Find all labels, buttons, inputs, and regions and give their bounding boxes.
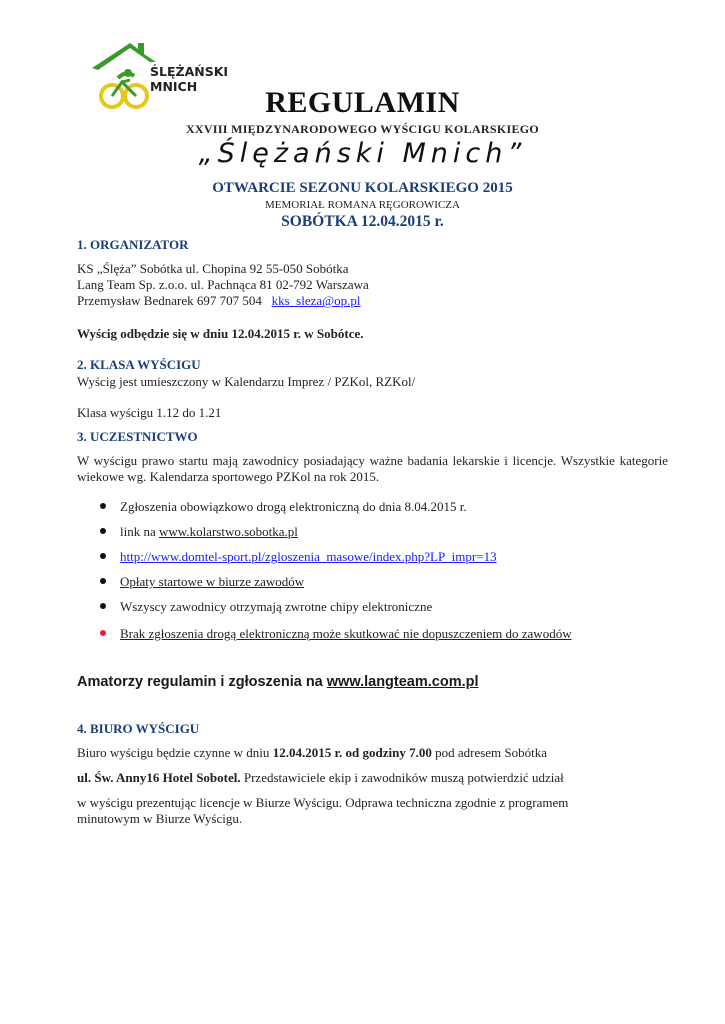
class-line-2: Klasa wyścigu 1.12 do 1.21 bbox=[77, 405, 222, 420]
bullet-icon bbox=[100, 603, 106, 609]
office-line-2: ul. Św. Anny16 Hotel Sobotel. Przedstawiciele ekip i zawodników muszą potwierdzić udział bbox=[77, 770, 564, 785]
section-4-heading: 4. BIURO WYŚCIGU bbox=[77, 721, 200, 736]
office-line-3: w wyścigu prezentując licencje w Biurze Wyścigu. Odprawa techniczna zgodnie z programem bbox=[77, 795, 569, 810]
langteam-link[interactable]: www.langteam.com.pl bbox=[326, 674, 479, 690]
club-website-link[interactable]: www.kolarstwo.sobotka.pl bbox=[159, 524, 298, 539]
participation-paragraph: W wyścigu prawo startu mają zawodnicy posiadający ważne badania lekarskie i licencje. Wszystkie kategorie wiekowe wg. Kalendarza sportowego PZKol na rok 2015. bbox=[77, 453, 668, 484]
bullet-icon bbox=[100, 553, 106, 559]
place-date: SOBÓTKA 12.04.2015 r. bbox=[281, 213, 444, 230]
race-date-note: Wyścig odbędzie się w dniu 12.04.2015 r. w Sobótce. bbox=[77, 326, 364, 341]
bullet-icon bbox=[100, 578, 106, 584]
organizer-line-3 bbox=[77, 293, 360, 309]
organizer-line-1: KS „Ślęża” Sobótka ul. Chopina 92 55-050 Sobótka bbox=[77, 261, 349, 276]
organizer-line-2: Lang Team Sp. z.o.o. ul. Pachnąca 81 02-792 Warszawa bbox=[77, 277, 369, 292]
subtitle: XXVIII MIĘDZYNARODOWEGO WYŚCIGU KOLARSKIEGO bbox=[185, 122, 540, 136]
office-line-4: minutowym w Biurze Wyścigu. bbox=[77, 811, 243, 826]
bullet-red-icon bbox=[100, 630, 106, 636]
logo-line-1: ŚLĘŻAŃSKI bbox=[150, 64, 229, 79]
race-office-link[interactable]: biurze zawodów bbox=[218, 574, 305, 589]
office-line-1: Biuro wyścigu będzie czynne w dniu 12.04.2015 r. od godziny 7.00 pod adresem Sobótka bbox=[77, 745, 548, 760]
amateurs-line: Amatorzy regulamin i zgłoszenia na www.langteam.com.pl bbox=[77, 674, 479, 690]
logo-line-2: MNICH bbox=[150, 79, 198, 94]
bullet-icon bbox=[100, 503, 106, 509]
section-3-heading: 3. UCZESTNICTWO bbox=[77, 429, 198, 444]
opening-heading: OTWARCIE SEZONU KOLARSKIEGO 2015 bbox=[212, 180, 513, 196]
organizer-contact: Przemysław Bednarek 697 707 504 bbox=[77, 293, 262, 308]
registration-link[interactable]: http://www.domtel-sport.pl/zgloszenia_masowe/index.php?LP_impr=13 bbox=[120, 549, 497, 564]
memorial-line: MEMORIAŁ ROMANA RĘGOROWICZA bbox=[265, 199, 460, 211]
page-title: REGULAMIN bbox=[265, 86, 460, 119]
class-line-1: Wyścig jest umieszczony w Kalendarzu Imprez / PZKol, RZKol/ bbox=[77, 374, 416, 389]
email-link[interactable]: kks_sleza@op.pl bbox=[271, 293, 361, 308]
section-1-heading: 1. ORGANIZATOR bbox=[77, 237, 189, 252]
section-2-heading: 2. KLASA WYŚCIGU bbox=[77, 357, 201, 372]
bullet-icon bbox=[100, 528, 106, 534]
race-name: „Ślężański Mnich” bbox=[198, 138, 527, 169]
